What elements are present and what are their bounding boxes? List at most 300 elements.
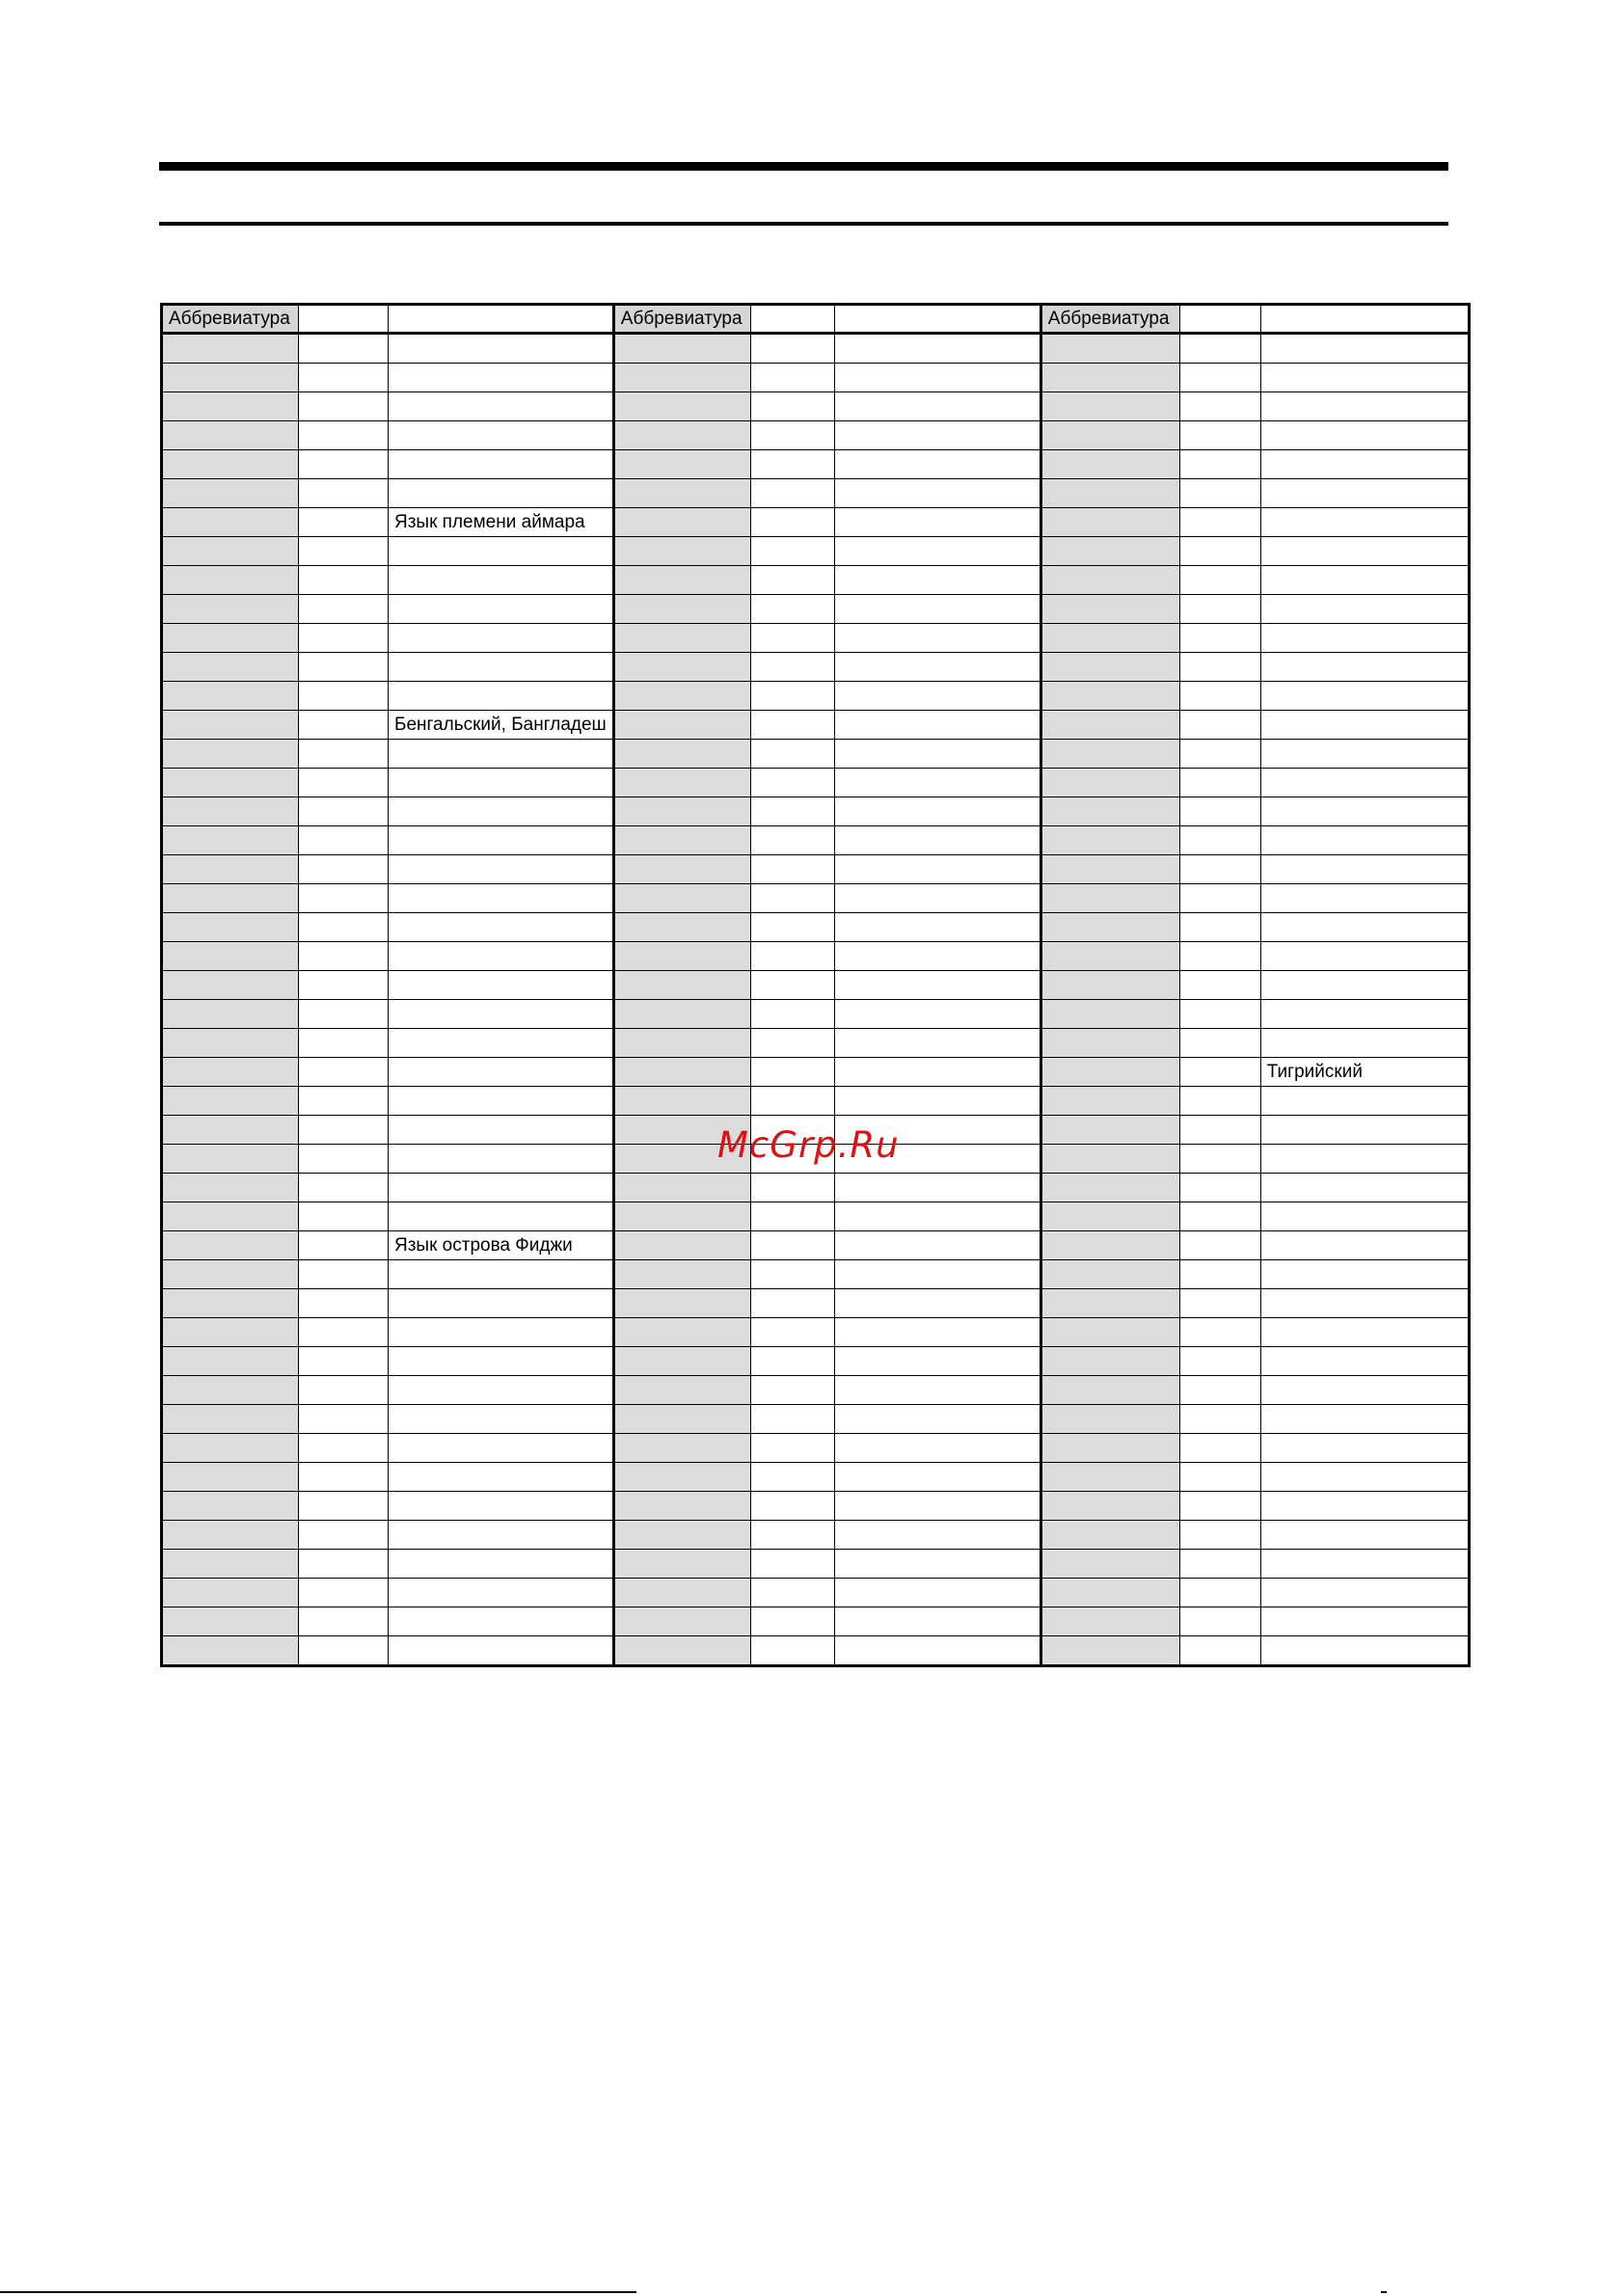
language-cell bbox=[834, 595, 1040, 624]
code-cell bbox=[299, 884, 389, 913]
language-cell bbox=[834, 1029, 1040, 1058]
language-cell bbox=[389, 971, 614, 1000]
abbreviation-cell bbox=[613, 1521, 750, 1550]
language-cell bbox=[834, 1579, 1040, 1607]
code-cell bbox=[1179, 1607, 1260, 1636]
code-cell bbox=[299, 1376, 389, 1405]
language-cell bbox=[1260, 826, 1469, 855]
language-cell bbox=[389, 1405, 614, 1434]
language-cell bbox=[389, 797, 614, 826]
abbreviation-cell bbox=[613, 1260, 750, 1289]
code-cell bbox=[750, 450, 834, 479]
table-row bbox=[162, 1579, 1470, 1607]
abbreviation-cell bbox=[162, 740, 299, 769]
abbreviation-cell bbox=[1040, 855, 1179, 884]
language-cell bbox=[834, 682, 1040, 711]
abbreviation-cell bbox=[613, 1231, 750, 1260]
language-cell bbox=[1260, 1000, 1469, 1029]
abbreviation-cell bbox=[1040, 1260, 1179, 1289]
table-header-row bbox=[162, 305, 1470, 334]
abbreviation-cell bbox=[162, 479, 299, 508]
code-cell bbox=[750, 913, 834, 942]
code-cell bbox=[1179, 1202, 1260, 1231]
language-cell bbox=[1260, 566, 1469, 595]
code-cell bbox=[299, 1260, 389, 1289]
abbreviation-cell bbox=[1040, 884, 1179, 913]
language-cell bbox=[834, 971, 1040, 1000]
code-cell bbox=[1179, 913, 1260, 942]
top-heading-rule bbox=[159, 162, 1448, 171]
language-cell bbox=[1260, 942, 1469, 971]
code-cell bbox=[750, 682, 834, 711]
table-row bbox=[162, 1318, 1470, 1347]
code-cell bbox=[299, 1521, 389, 1550]
code-cell bbox=[750, 364, 834, 392]
language-cell bbox=[834, 624, 1040, 653]
language-cell bbox=[834, 913, 1040, 942]
abbreviation-cell bbox=[1040, 653, 1179, 682]
language-cell bbox=[834, 1347, 1040, 1376]
code-cell bbox=[299, 1231, 389, 1260]
table-row bbox=[162, 508, 1470, 537]
abbreviation-cell bbox=[1040, 1145, 1179, 1174]
abbreviation-cell bbox=[1040, 913, 1179, 942]
language-cell: Язык племени аймара bbox=[389, 508, 614, 537]
language-cell bbox=[389, 1636, 614, 1666]
code-cell bbox=[299, 682, 389, 711]
abbreviation-cell bbox=[1040, 797, 1179, 826]
abbreviation-cell bbox=[613, 595, 750, 624]
abbreviation-cell bbox=[162, 913, 299, 942]
language-cell bbox=[834, 1289, 1040, 1318]
table-row bbox=[162, 364, 1470, 392]
abbreviation-cell bbox=[1040, 971, 1179, 1000]
abbreviation-cell bbox=[162, 1058, 299, 1087]
table-row bbox=[162, 1029, 1470, 1058]
code-cell bbox=[1179, 1636, 1260, 1666]
abbreviation-cell bbox=[162, 1087, 299, 1116]
language-cell bbox=[1260, 1492, 1469, 1521]
code-cell bbox=[299, 450, 389, 479]
code-cell bbox=[299, 421, 389, 450]
abbreviation-cell bbox=[1040, 1174, 1179, 1202]
language-cell bbox=[834, 855, 1040, 884]
language-cell bbox=[389, 1521, 614, 1550]
language-cell bbox=[1260, 1087, 1469, 1116]
code-cell bbox=[750, 421, 834, 450]
code-cell bbox=[750, 653, 834, 682]
abbreviation-cell bbox=[613, 508, 750, 537]
language-cell bbox=[834, 392, 1040, 421]
code-cell bbox=[1179, 1434, 1260, 1463]
language-cell bbox=[389, 421, 614, 450]
abbreviation-cell bbox=[613, 769, 750, 797]
table-row bbox=[162, 1000, 1470, 1029]
watermark-logo-text: McGrp.Ru bbox=[717, 1124, 900, 1166]
abbreviation-cell bbox=[1040, 450, 1179, 479]
abbreviation-cell bbox=[162, 392, 299, 421]
abbreviation-cell bbox=[162, 537, 299, 566]
abbreviation-cell bbox=[1040, 1116, 1179, 1145]
language-cell bbox=[1260, 1289, 1469, 1318]
language-cell bbox=[389, 624, 614, 653]
language-cell bbox=[389, 479, 614, 508]
abbreviation-cell bbox=[162, 797, 299, 826]
language-cell bbox=[834, 1550, 1040, 1579]
language-cell bbox=[389, 884, 614, 913]
code-cell bbox=[299, 942, 389, 971]
code-cell bbox=[750, 1289, 834, 1318]
code-cell bbox=[1179, 334, 1260, 364]
code-cell bbox=[299, 769, 389, 797]
language-cell bbox=[834, 508, 1040, 537]
code-cell bbox=[750, 1000, 834, 1029]
code-cell bbox=[1179, 971, 1260, 1000]
language-cell bbox=[389, 1550, 614, 1579]
language-cell bbox=[834, 826, 1040, 855]
language-cell bbox=[1260, 1521, 1469, 1550]
abbreviation-cell bbox=[1040, 566, 1179, 595]
language-cell bbox=[389, 1145, 614, 1174]
code-cell bbox=[299, 364, 389, 392]
code-cell bbox=[1179, 1405, 1260, 1434]
table-row bbox=[162, 653, 1470, 682]
language-cell bbox=[1260, 855, 1469, 884]
language-cell bbox=[1260, 421, 1469, 450]
code-cell bbox=[1179, 1318, 1260, 1347]
code-cell bbox=[1179, 421, 1260, 450]
language-cell bbox=[389, 1607, 614, 1636]
code-cell bbox=[299, 855, 389, 884]
code-cell bbox=[1179, 508, 1260, 537]
code-cell bbox=[750, 1463, 834, 1492]
code-cell bbox=[1179, 1521, 1260, 1550]
code-cell bbox=[750, 1521, 834, 1550]
language-cell bbox=[1260, 740, 1469, 769]
code-cell bbox=[1179, 653, 1260, 682]
language-cell bbox=[1260, 624, 1469, 653]
abbreviation-cell bbox=[162, 1231, 299, 1260]
code-cell bbox=[750, 769, 834, 797]
language-cell bbox=[834, 1000, 1040, 1029]
abbreviation-cell bbox=[162, 1000, 299, 1029]
code-cell bbox=[1179, 1058, 1260, 1087]
abbreviation-cell bbox=[162, 624, 299, 653]
language-cell bbox=[834, 1174, 1040, 1202]
language-cell bbox=[1260, 797, 1469, 826]
language-cell bbox=[389, 1376, 614, 1405]
language-cell bbox=[389, 1347, 614, 1376]
abbreviation-cell bbox=[613, 1376, 750, 1405]
header-language-cell bbox=[834, 305, 1040, 334]
code-cell bbox=[299, 1145, 389, 1174]
language-cell bbox=[1260, 682, 1469, 711]
code-cell bbox=[1179, 624, 1260, 653]
table-row bbox=[162, 740, 1470, 769]
abbreviation-cell bbox=[162, 769, 299, 797]
table-body bbox=[162, 305, 1470, 1666]
abbreviation-cell bbox=[613, 421, 750, 450]
code-cell bbox=[299, 1492, 389, 1521]
table-row bbox=[162, 1550, 1470, 1579]
code-cell bbox=[299, 1116, 389, 1145]
abbreviation-cell bbox=[613, 1607, 750, 1636]
code-cell bbox=[750, 1579, 834, 1607]
language-cell bbox=[834, 884, 1040, 913]
abbreviation-cell bbox=[162, 450, 299, 479]
code-cell bbox=[299, 653, 389, 682]
abbreviation-cell bbox=[162, 855, 299, 884]
table-row bbox=[162, 1607, 1470, 1636]
table-row bbox=[162, 479, 1470, 508]
abbreviation-cell bbox=[613, 450, 750, 479]
code-cell bbox=[299, 624, 389, 653]
code-cell bbox=[299, 392, 389, 421]
language-cell bbox=[1260, 1029, 1469, 1058]
abbreviation-cell bbox=[162, 364, 299, 392]
code-cell bbox=[299, 1579, 389, 1607]
abbreviation-cell bbox=[162, 1318, 299, 1347]
language-cell bbox=[389, 913, 614, 942]
code-cell bbox=[1179, 1376, 1260, 1405]
language-cell bbox=[1260, 971, 1469, 1000]
abbreviation-cell bbox=[1040, 537, 1179, 566]
table-row bbox=[162, 797, 1470, 826]
code-cell bbox=[1179, 1029, 1260, 1058]
abbreviation-cell bbox=[613, 364, 750, 392]
code-cell bbox=[750, 508, 834, 537]
table-row bbox=[162, 595, 1470, 624]
language-cell bbox=[834, 566, 1040, 595]
code-cell bbox=[1179, 392, 1260, 421]
abbreviation-cell bbox=[1040, 1521, 1179, 1550]
code-cell bbox=[299, 1202, 389, 1231]
language-cell bbox=[1260, 1463, 1469, 1492]
abbreviation-cell bbox=[613, 682, 750, 711]
abbreviation-cell bbox=[162, 1463, 299, 1492]
language-cell bbox=[389, 1000, 614, 1029]
language-cell bbox=[389, 334, 614, 364]
language-cell bbox=[1260, 1347, 1469, 1376]
code-cell bbox=[1179, 740, 1260, 769]
language-cell bbox=[389, 682, 614, 711]
language-cell bbox=[834, 1636, 1040, 1666]
language-cell bbox=[389, 1318, 614, 1347]
code-cell bbox=[299, 1550, 389, 1579]
abbreviation-cell bbox=[1040, 334, 1179, 364]
language-cell bbox=[834, 653, 1040, 682]
language-cell bbox=[1260, 537, 1469, 566]
language-cell bbox=[1260, 769, 1469, 797]
abbreviation-cell bbox=[613, 1636, 750, 1666]
language-cell bbox=[834, 1087, 1040, 1116]
code-cell bbox=[750, 1607, 834, 1636]
code-cell bbox=[1179, 1174, 1260, 1202]
code-cell bbox=[750, 1376, 834, 1405]
abbreviation-cell bbox=[1040, 826, 1179, 855]
abbreviation-cell bbox=[1040, 769, 1179, 797]
abbreviation-cell bbox=[162, 334, 299, 364]
abbreviation-cell bbox=[613, 653, 750, 682]
code-cell bbox=[1179, 1000, 1260, 1029]
abbreviation-cell bbox=[1040, 1434, 1179, 1463]
language-cell bbox=[389, 1463, 614, 1492]
header-code-cell bbox=[1179, 305, 1260, 334]
language-cell bbox=[389, 595, 614, 624]
language-cell bbox=[1260, 392, 1469, 421]
table-row bbox=[162, 1202, 1470, 1231]
abbreviation-cell bbox=[162, 826, 299, 855]
code-cell bbox=[1179, 595, 1260, 624]
table-row bbox=[162, 1087, 1470, 1116]
language-cell bbox=[1260, 1579, 1469, 1607]
abbreviation-cell bbox=[162, 1405, 299, 1434]
table-row bbox=[162, 682, 1470, 711]
table-row bbox=[162, 1434, 1470, 1463]
code-cell bbox=[750, 711, 834, 740]
language-cell bbox=[834, 334, 1040, 364]
language-cell bbox=[834, 1376, 1040, 1405]
language-cell bbox=[389, 1492, 614, 1521]
abbreviation-cell bbox=[162, 653, 299, 682]
language-cell bbox=[389, 1058, 614, 1087]
table-row bbox=[162, 334, 1470, 364]
language-cell bbox=[389, 855, 614, 884]
abbreviation-cell bbox=[1040, 421, 1179, 450]
abbreviation-cell bbox=[1040, 595, 1179, 624]
code-cell bbox=[1179, 1116, 1260, 1145]
abbreviation-cell bbox=[162, 1116, 299, 1145]
code-cell bbox=[299, 1607, 389, 1636]
code-cell bbox=[299, 1058, 389, 1087]
code-cell bbox=[299, 971, 389, 1000]
language-cell bbox=[834, 740, 1040, 769]
table-row bbox=[162, 1260, 1470, 1289]
language-cell bbox=[1260, 364, 1469, 392]
code-cell bbox=[750, 1260, 834, 1289]
language-cell bbox=[1260, 1174, 1469, 1202]
code-cell bbox=[750, 1058, 834, 1087]
language-cell bbox=[389, 826, 614, 855]
language-cell bbox=[834, 1058, 1040, 1087]
code-cell bbox=[1179, 826, 1260, 855]
abbreviation-cell bbox=[1040, 942, 1179, 971]
abbreviation-cell bbox=[613, 711, 750, 740]
abbreviation-cell bbox=[162, 1492, 299, 1521]
abbreviation-cell bbox=[613, 884, 750, 913]
abbreviation-cell bbox=[1040, 682, 1179, 711]
abbreviation-cell bbox=[1040, 1463, 1179, 1492]
code-cell bbox=[750, 855, 834, 884]
code-cell bbox=[750, 971, 834, 1000]
language-cell bbox=[834, 797, 1040, 826]
abbreviation-cell bbox=[613, 624, 750, 653]
abbreviation-cell bbox=[162, 1347, 299, 1376]
language-cell bbox=[834, 1231, 1040, 1260]
language-cell bbox=[834, 1202, 1040, 1231]
header-abbreviation-cell: Аббревиатура bbox=[162, 305, 299, 334]
code-cell bbox=[750, 1405, 834, 1434]
code-cell bbox=[750, 392, 834, 421]
language-cell bbox=[834, 479, 1040, 508]
abbreviation-cell bbox=[162, 711, 299, 740]
language-cell bbox=[834, 537, 1040, 566]
table-row bbox=[162, 421, 1470, 450]
abbreviation-cell bbox=[1040, 624, 1179, 653]
abbreviation-cell bbox=[613, 537, 750, 566]
code-cell bbox=[1179, 1463, 1260, 1492]
language-cell bbox=[834, 1492, 1040, 1521]
code-cell bbox=[299, 1174, 389, 1202]
code-cell bbox=[750, 1636, 834, 1666]
language-cell bbox=[1260, 913, 1469, 942]
abbreviation-cell bbox=[613, 1202, 750, 1231]
language-cell bbox=[389, 1029, 614, 1058]
table-row bbox=[162, 855, 1470, 884]
code-cell bbox=[299, 1347, 389, 1376]
abbreviation-cell bbox=[162, 421, 299, 450]
abbreviation-cell bbox=[613, 1347, 750, 1376]
language-cell bbox=[389, 1579, 614, 1607]
code-cell bbox=[750, 566, 834, 595]
abbreviation-cell bbox=[1040, 392, 1179, 421]
language-cell bbox=[1260, 1405, 1469, 1434]
code-cell bbox=[299, 1029, 389, 1058]
abbreviation-cell bbox=[162, 1376, 299, 1405]
language-cell: Тигрийский bbox=[1260, 1058, 1469, 1087]
abbreviation-cell bbox=[1040, 1376, 1179, 1405]
abbreviation-cell bbox=[162, 1550, 299, 1579]
language-cell bbox=[1260, 1202, 1469, 1231]
code-cell bbox=[750, 1202, 834, 1231]
code-cell bbox=[299, 797, 389, 826]
code-cell bbox=[299, 1405, 389, 1434]
abbreviation-cell bbox=[162, 1174, 299, 1202]
code-cell bbox=[299, 595, 389, 624]
abbreviation-cell bbox=[1040, 1492, 1179, 1521]
table-row bbox=[162, 913, 1470, 942]
code-cell bbox=[750, 826, 834, 855]
abbreviation-cell bbox=[613, 1492, 750, 1521]
table-row bbox=[162, 1521, 1470, 1550]
abbreviation-cell bbox=[162, 1579, 299, 1607]
code-cell bbox=[299, 566, 389, 595]
table-row bbox=[162, 884, 1470, 913]
abbreviation-cell bbox=[613, 1000, 750, 1029]
language-cell bbox=[389, 1087, 614, 1116]
abbreviation-cell bbox=[1040, 1058, 1179, 1087]
language-cell bbox=[834, 1434, 1040, 1463]
table-row bbox=[162, 1405, 1470, 1434]
abbreviation-cell bbox=[613, 1434, 750, 1463]
language-cell bbox=[389, 1174, 614, 1202]
table-row bbox=[162, 1347, 1470, 1376]
abbreviation-cell bbox=[613, 1405, 750, 1434]
language-cell bbox=[389, 769, 614, 797]
code-cell bbox=[1179, 364, 1260, 392]
language-cell bbox=[1260, 334, 1469, 364]
code-cell bbox=[750, 1087, 834, 1116]
abbreviation-cell bbox=[613, 1174, 750, 1202]
code-cell bbox=[299, 334, 389, 364]
code-cell bbox=[299, 1289, 389, 1318]
table-row bbox=[162, 1174, 1470, 1202]
header-abbreviation-cell: Аббревиатура bbox=[1040, 305, 1179, 334]
code-cell bbox=[1179, 1289, 1260, 1318]
header-code-cell bbox=[299, 305, 389, 334]
table-row bbox=[162, 624, 1470, 653]
abbreviation-cell bbox=[162, 1521, 299, 1550]
